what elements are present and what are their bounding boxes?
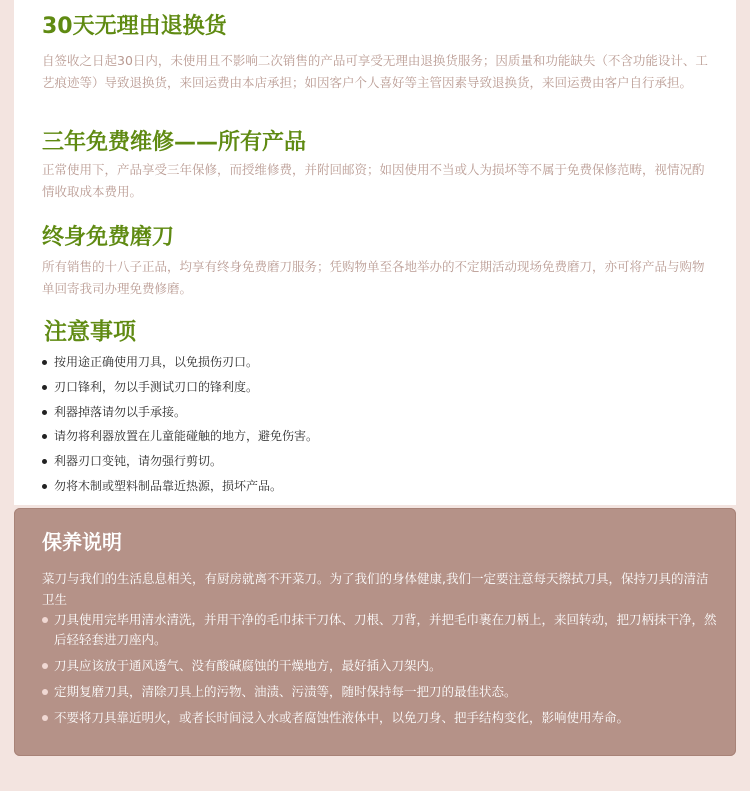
notes-item-text: 刃口锋利，勿以手测试刃口的锋利度。 bbox=[54, 379, 259, 394]
care-list bbox=[38, 610, 718, 734]
bullet-icon bbox=[42, 459, 47, 464]
notes-list bbox=[40, 350, 700, 499]
notes-item-text: 按用途正确使用刀具，以免损伤刃口。 bbox=[54, 355, 259, 369]
section-title-returns: 30天无理由退换货 bbox=[42, 14, 227, 39]
care-item-text: 刀具使用完毕用清水清洗，并用干净的毛巾抹干刀体、刀根、刀背，并把毛巾裹在刀柄上，来回转动，把刀柄抹干净，然后轻轻套进刀座内。 bbox=[54, 612, 717, 647]
notes-title: 注意事项 bbox=[44, 319, 136, 345]
section-title-warranty: 三年免费维修——所有产品 bbox=[42, 130, 307, 155]
bullet-icon bbox=[42, 360, 47, 365]
care-item-text: 不要将刀具靠近明火，或者长时间浸入水或者腐蚀性液体中，以免刀身、把手结构变化，影响使用寿命。 bbox=[54, 710, 630, 725]
care-panel bbox=[14, 508, 736, 756]
notes-item bbox=[40, 449, 700, 474]
notes-item bbox=[40, 400, 700, 425]
notes-item bbox=[40, 350, 700, 375]
notes-item bbox=[40, 474, 700, 499]
notes-item-text: 请勿将利器放置在儿童能碰触的地方，避免伤害。 bbox=[54, 429, 319, 444]
care-item bbox=[38, 682, 718, 702]
bullet-icon bbox=[42, 663, 48, 669]
section-body-warranty: 正常使用下，产品享受三年保修，而授维修费，并附回邮资；如因使用不当或人为损坏等不属于免费保修范畴，视情况酌情收取成本费用。 bbox=[42, 162, 705, 199]
bullet-icon bbox=[42, 434, 47, 439]
notes-item-text: 勿将木制或塑料制品靠近热源，损坏产品。 bbox=[54, 478, 283, 493]
bullet-icon bbox=[42, 385, 47, 390]
section-body-sharpening: 所有销售的十八子正品，均享有终身免费磨刀服务；凭购物单至各地举办的不定期活动现场免费磨刀，亦可将产品与购物单回寄我司办理免费修磨。 bbox=[42, 259, 705, 296]
care-intro: 菜刀与我们的生活息息相关，有厨房就离不开菜刀。为了我们的身体健康,我们一定要注意每天擦拭刀具，保持刀具的清洁卫生 bbox=[42, 571, 709, 607]
care-item-text: 定期复磨刀具，清除刀具上的污物、油渍、污渍等，随时保持每一把刀的最佳状态。 bbox=[54, 684, 517, 699]
section-body-returns: 自签收之日起30日内，未使用且不影响二次销售的产品可享受无理由退换货服务；因质量和功能缺失（不含功能设计、工艺痕迹等）导致退换货，来回运费由本店承担；如因客户个人喜好等主管因素导致退换货，来回运费由客户自行承担。 bbox=[42, 53, 708, 90]
care-title: 保养说明 bbox=[42, 530, 122, 554]
bullet-icon bbox=[42, 617, 48, 623]
notes-item-text: 利器掉落请勿以手承接。 bbox=[54, 404, 187, 419]
care-item bbox=[38, 656, 718, 676]
care-item bbox=[38, 610, 718, 650]
notes-item-text: 利器刃口变钝，请勿强行剪切。 bbox=[54, 454, 223, 469]
section-title-sharpening: 终身免费磨刀 bbox=[42, 225, 175, 250]
notes-item bbox=[40, 424, 700, 449]
care-item-text: 刀具应该放于通风透气、没有酸碱腐蚀的干燥地方，最好插入刀架内。 bbox=[54, 658, 442, 673]
bullet-icon bbox=[42, 484, 47, 489]
bullet-icon bbox=[42, 715, 48, 721]
bullet-icon bbox=[42, 410, 47, 415]
care-item bbox=[38, 708, 718, 728]
notes-item bbox=[40, 375, 700, 400]
bullet-icon bbox=[42, 689, 48, 695]
